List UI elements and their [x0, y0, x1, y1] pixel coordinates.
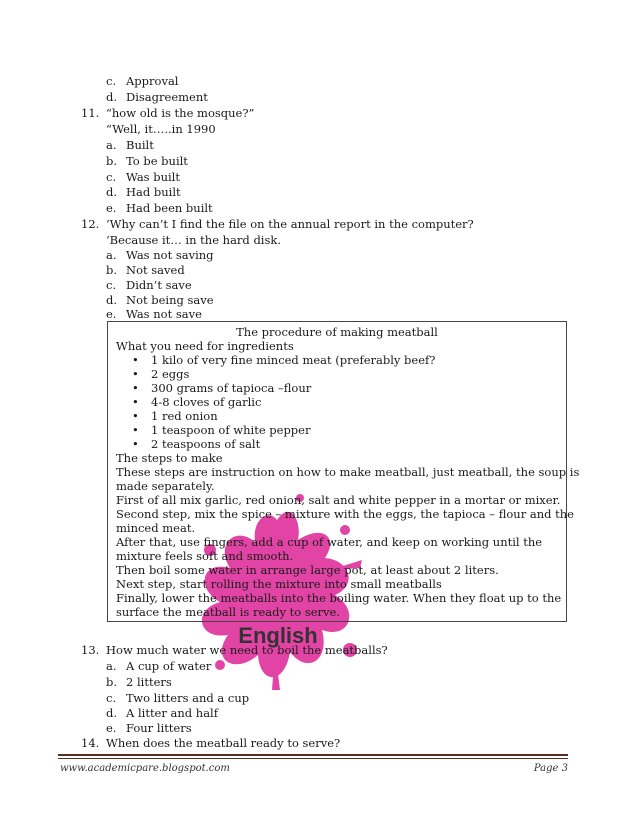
steps-line: made separately. [116, 479, 215, 493]
question-text: “how old is the mosque?” [106, 106, 255, 120]
q11-question [81, 106, 254, 121]
option-letter: e. [106, 721, 117, 735]
footer-rule-thin [58, 758, 568, 759]
q13-option-c [106, 691, 249, 706]
ingredient-item: • 1 kilo of very fine minced meat (preferably beef? [132, 353, 436, 367]
q13-option-a [106, 659, 211, 674]
ingredient-text: 1 red onion [151, 409, 218, 423]
option-text: Built [126, 138, 154, 152]
question-text: When does the meatball ready to serve? [106, 736, 341, 750]
ingredient-text: 1 teaspoon of white pepper [151, 423, 311, 437]
question-number: 13. [81, 643, 100, 657]
option-letter: d. [106, 185, 118, 199]
q12-option-a [106, 248, 214, 263]
footer-rule [58, 754, 568, 756]
option-letter: a. [106, 248, 117, 262]
ingredient-text: 2 eggs [151, 367, 190, 381]
option-text: Had been built [126, 201, 213, 215]
option-letter: b. [106, 263, 118, 277]
q11-option-e [106, 201, 213, 216]
q14-question [81, 736, 340, 751]
reading-title: The procedure of making meatball [236, 325, 438, 339]
ingredient-item: • 2 eggs [132, 367, 190, 381]
q11-option-b [106, 154, 188, 169]
option-letter: c. [106, 278, 117, 292]
q10-option-d [106, 90, 208, 105]
option-letter: d. [106, 90, 118, 104]
question-text: ‘Why can’t I find the file on the annual report in the computer? [106, 217, 474, 231]
option-letter: a. [106, 138, 117, 152]
q11-option-a [106, 138, 154, 153]
q12-option-d [106, 293, 214, 308]
option-letter: c. [106, 74, 117, 88]
question-number: 12. [81, 217, 100, 231]
option-text: Disagreement [126, 90, 208, 104]
steps-line: Then boil some water in arrange large pot, at least about 2 liters. [116, 563, 499, 577]
q11-option-d [106, 185, 181, 200]
q12-option-c [106, 278, 192, 293]
option-text: Two litters and a cup [126, 691, 250, 705]
question-text: How much water we need to boil the meatballs? [106, 643, 388, 657]
option-text: A cup of water [126, 659, 212, 673]
option-letter: a. [106, 659, 117, 673]
ingredient-item: • 4-8 cloves of garlic [132, 395, 262, 409]
question-number: 14. [81, 736, 100, 750]
option-text: Was not saving [126, 248, 214, 262]
option-letter: b. [106, 675, 118, 689]
q13-question [81, 643, 388, 658]
steps-line: Second step, mix the spice – mixture with the eggs, the tapioca – flour and the [116, 507, 574, 521]
steps-line: surface the meatball is ready to serve. [116, 605, 340, 619]
option-text: Didn’t save [126, 278, 192, 292]
option-letter: b. [106, 154, 118, 168]
option-text: A litter and half [126, 706, 218, 720]
option-letter: e. [106, 307, 117, 321]
steps-line: After that, use fingers, add a cup of water, and keep on working until the [116, 535, 543, 549]
option-text: Was built [126, 170, 180, 184]
option-letter: d. [106, 706, 118, 720]
steps-line: These steps are instruction on how to make meatball, just meatball, the soup is [116, 465, 580, 479]
steps-line: mixture feels soft and smooth. [116, 549, 294, 563]
steps-line: Next step, start rolling the mixture into small meatballs [116, 577, 442, 591]
q13-option-d [106, 706, 218, 721]
ingredient-item: • 2 teaspoons of salt [132, 437, 261, 451]
reading-passage-box [107, 321, 580, 622]
q13-option-b [106, 675, 172, 690]
footer-page-number: Page 3 [533, 763, 568, 774]
option-text: Had built [126, 185, 181, 199]
ingredient-item: • 1 teaspoon of white pepper [132, 423, 311, 437]
ingredient-text: 300 grams of tapioca –flour [151, 381, 312, 395]
option-text: Approval [126, 74, 179, 88]
steps-line: Finally, lower the meatballs into the boiling water. When they float up to the [116, 591, 562, 605]
q13-option-e [106, 721, 192, 736]
option-letter: d. [106, 293, 118, 307]
q11-option-c [106, 170, 180, 185]
footer-website: www.academicpare.blogspot.com [60, 763, 230, 774]
option-text: To be built [126, 154, 188, 168]
option-letter: e. [106, 201, 117, 215]
q10-option-c [106, 74, 178, 89]
watermark-label: English [238, 623, 318, 648]
ingredient-text: 2 teaspoons of salt [151, 437, 261, 451]
steps-line: minced meat. [116, 521, 196, 535]
steps-heading: The steps to make [116, 451, 223, 465]
ingredient-item: • 1 red onion [132, 409, 218, 423]
ingredient-text: 1 kilo of very fine minced meat (preferably beef? [151, 353, 436, 367]
option-text: 2 litters [126, 675, 172, 689]
option-text: Was not save [126, 307, 202, 321]
q12-question [81, 217, 474, 232]
ingredient-text: 4-8 cloves of garlic [151, 395, 262, 409]
q12-option-e [106, 307, 202, 322]
q12-option-b [106, 263, 185, 278]
q11-answer-line: “Well, it…..in 1990 [106, 122, 216, 136]
question-number: 11. [81, 106, 100, 120]
ingredients-heading: What you need for ingredients [116, 339, 294, 353]
option-letter: c. [106, 170, 117, 184]
option-text: Four litters [126, 721, 192, 735]
ingredient-item: • 300 grams of tapioca –flour [132, 381, 312, 395]
option-letter: c. [106, 691, 117, 705]
q12-answer-line: ‘Because it… in the hard disk. [106, 233, 282, 247]
option-text: Not saved [126, 263, 185, 277]
steps-line: First of all mix garlic, red onion, salt and white pepper in a mortar or mixer. [116, 493, 561, 507]
option-text: Not being save [126, 293, 214, 307]
